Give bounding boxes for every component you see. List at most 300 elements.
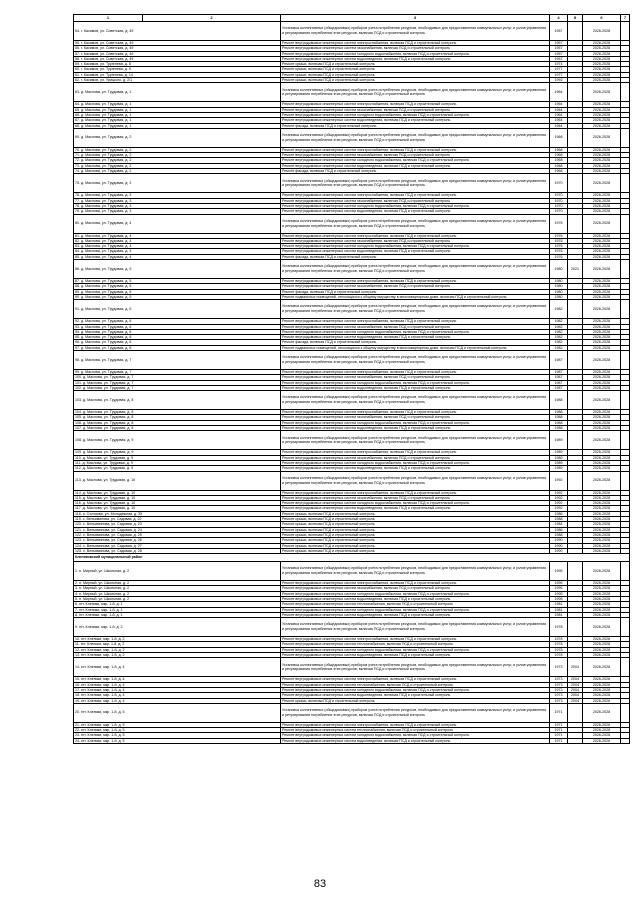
row-period: 2026-2028 [583,642,621,647]
row-year: 1995 [550,581,568,586]
row-work: Ремонт внутридомовых инженерных систем холодного водоснабжения, включая ПСД и строительный контроль [281,158,550,163]
row-year: 1987 [550,385,568,390]
row-work: Установка коллективных (общедомовых) приборов учета потребления ресурсов, необходимых для предоставления коммунальных услуг, и узлов управления и регулирования потребления этих ресурсов, включая ПСД и строительный контроль [281,300,550,319]
row-address: д. Маслова, ул. Трудовая, д. 1 [81,102,132,107]
row-number: 65. [75,107,80,112]
row-address: д. Маслова, ул. Трудовая, д. 2 [81,153,132,158]
row-number: 78. [75,203,80,208]
row-work: Ремонт крыши, включая ПСД и строительный контроль [281,511,550,516]
row-year: 1989 [550,455,568,460]
row-number: 12. [75,647,80,652]
row-address: п. Солтаови, ул. Молодежная, д. 39 [82,511,143,516]
row-year: 1970 [550,193,568,198]
row-work: Ремонт крыши, включая ПСД и строительный контроль [281,532,550,537]
table-body [74,15,630,744]
row-address: д. Маслова, ул. Трудовая, д. 4 [81,244,132,249]
row-work: Ремонт внутридомовых инженерных систем электроснабжения, включая ПСД и строительный контроль [281,279,550,284]
row-number: 101. [75,380,82,385]
row-year: 1992 [550,78,568,83]
row-work: Ремонт внутридомовых инженерных систем водоотведения, включая ПСД и строительный контроль [281,163,550,168]
row-address: д. Маслова, ул. Трудовая, д. 3 [81,180,132,185]
row-number: 18. [75,693,80,698]
row-period: 2026-2028 [583,538,621,543]
row-address: пгт. Клепики, мкр. 1-й, д. 2 [81,653,125,658]
row-year: 1977 [550,72,568,77]
row-address: пгт. Клепики, мкр. 1-й, д. 5 [81,710,125,715]
header-col-5: 5 [568,15,583,22]
row-address: д. Маслова, ул. Трудовая, д. 10 [82,495,136,500]
row-year: 1971 [550,733,568,738]
row-work: Ремонт внутридомовых инженерных систем холодного водоснабжения, включая ПСД и строительный контроль [281,203,550,208]
row-work: Ремонт внутридомовых инженерных систем теплоснабжения, включая ПСД и строительный контроль [281,728,550,733]
row-year-renovation [568,471,583,490]
row-work: Установка коллективных (общедомовых) приборов учета потребления ресурсов, необходимых для предоставления коммунальных услуг, и узлов управления и регулирования потребления этих ресурсов, включая ПСД и строительный контроль [281,22,550,41]
row-address: пгт. Клепики, мкр. 1-й, д. 1 [79,607,123,612]
row-address: пгт. Клепики, мкр. 1-й, д. 4 [81,687,125,692]
row-work: Ремонт внутридомовых инженерных систем электроснабжения, включая ПСД и строительный контроль [281,637,550,642]
row-number-address [74,22,281,41]
row-number: 11. [75,642,80,647]
row-number: 76. [75,193,80,198]
row-number: 99. [75,369,80,374]
row-period: 2026-2028 [583,543,621,548]
row-number: 125. [75,548,82,553]
table-row [74,431,630,450]
row-number: 81. [75,233,80,238]
row-year: 1976 [550,238,568,243]
row-year: 1995 [550,597,568,602]
row-address: д. Маслова, ул. Трудовая, д. 8 [83,420,134,425]
row-period: 2026-2028 [583,637,621,642]
row-address: д. Маслова, ул. Трудовая, д. 9 [82,460,133,465]
row-address: д. Маслова, ул. Трудовая, д. 9 [82,466,134,471]
row-extra [621,83,630,102]
row-number: 111. [75,460,82,465]
row-year: 1982 [550,329,568,334]
row-work: Ремонт внутридомовых инженерных систем холодного водоснабжения, включая ПСД и строительный контроль [281,460,550,465]
row-number: 103. [75,397,82,402]
row-year-renovation [568,83,583,102]
page-number: 83 [313,878,327,890]
row-number: 112. [75,466,82,471]
row-number-address [74,174,281,193]
row-period: 2026-2028 [583,254,621,259]
row-year: 1987 [550,375,568,380]
row-work: Ремонт внутридомовых инженерных систем газоснабжения, включая ПСД и строительный контроль [281,375,550,380]
row-address: д. Маслова, ул. Трудовая, д. 3 [81,203,132,208]
row-number-address [74,562,281,581]
row-number: 73. [75,163,80,168]
row-number: 115. [75,495,82,500]
row-year: 1957 [550,22,568,41]
row-year: 1987 [550,380,568,385]
row-year-renovation [568,22,583,41]
row-work: Ремонт фасада, включая ПСД и строительный контроль [281,289,550,294]
row-year: 1957 [550,46,568,51]
row-extra [621,350,630,369]
row-number-address [74,618,281,637]
row-number: 97. [75,345,80,350]
row-address: п. Мирный, ул. Школьная, д. 2 [79,586,130,591]
row-extra [621,703,630,722]
row-work: Ремонт внутридомовых инженерных систем электроснабжения, включая ПСД и строительный контроль [281,147,550,152]
row-work: Ремонт внутридомовых инженерных систем холодного водоснабжения, включая ПСД и строительный контроль [281,51,550,56]
row-number: 22. [75,728,80,733]
row-address: д. Маслова, ул. Трудовая, д. 5 [81,294,132,299]
program-table [73,14,630,744]
row-year: 1976 [550,214,568,233]
row-year: 1973 [550,682,568,687]
row-year: 1973 [550,658,568,677]
row-work: Ремонт крыши, включая ПСД и строительный контроль [281,67,550,72]
row-period: 2026-2028 [583,198,621,203]
row-address: пгт. Клепики, мкр. 1-й, д. 2 [81,637,125,642]
row-number: 79. [75,209,80,214]
row-period: 2026-2028 [583,260,621,279]
row-year: 1964 [550,112,568,117]
row-period: 2026-2028 [583,345,621,350]
row-number: 82. [75,238,80,243]
row-number: 13. [75,653,80,658]
row-period: 2026-2028 [583,527,621,532]
row-number: 102. [75,385,82,390]
row-work: Ремонт внутридомовых инженерных систем холодного водоснабжения, включая ПСД и строительный контроль [281,244,550,249]
row-period: 2026-2028 [583,249,621,254]
row-year: 1989 [550,466,568,471]
row-address: п. Мирный, ул. Школьная, д. 2 [79,568,130,573]
row-period: 2026-2028 [583,466,621,471]
row-number: 74. [75,169,80,174]
row-year: 1964 [550,118,568,123]
row-period: 2026-2028 [583,203,621,208]
row-number: 16. [75,682,80,687]
row-address: г. Касимов, ул. Советская, д. 49 [81,51,134,56]
row-year: 1964 [550,107,568,112]
row-work: Ремонт внутридомовых инженерных систем газоснабжения, включая ПСД и строительный контроль [281,284,550,289]
row-number: 69. [75,135,80,140]
row-period: 2026-2028 [583,350,621,369]
row-work: Ремонт крыши, включая ПСД и строительный контроль [281,698,550,703]
row-period: 2026-2028 [583,586,621,591]
header-col-4: 4 [550,15,568,22]
row-year: 1971 [550,703,568,722]
row-number: 107. [75,426,82,431]
row-period: 2026-2028 [583,562,621,581]
row-address: п. Мирный, ул. Школьная, д. 2 [79,581,130,586]
row-work: Ремонт внутридомовых инженерных систем водоотведения, включая ПСД и строительный контроль [281,118,550,123]
row-work: Ремонт внутридомовых инженерных систем холодного водоснабжения, включая ПСД и строительный контроль [281,329,550,334]
row-work: Ремонт крыши, включая ПСД и строительный контроль [281,548,550,553]
row-year: 1976 [550,254,568,259]
row-extra [621,618,630,637]
table-row [74,562,630,581]
row-address: д. Маслова, ул. Трудовая, д. 9 [83,450,134,455]
row-period: 2026-2028 [583,455,621,460]
row-number-address [74,83,281,102]
row-period: 2026-2028 [583,607,621,612]
row-address: д. Маслова, ул. Трудовая, д. 7 [81,357,132,362]
row-number: 2. [75,581,78,586]
row-year: 1988 [550,426,568,431]
row-address: д. Маслова, ул. Трудовая, д. 8 [83,397,134,402]
row-period: 2026-2028 [583,169,621,174]
row-period: 2026-2028 [583,698,621,703]
row-address: д. Маслова, ул. Трудовая, д. 6 [81,329,132,334]
row-year: 1992 [550,501,568,506]
row-work: Ремонт внутридомовых инженерных систем газоснабжения, включая ПСД и строительный контроль [281,46,550,51]
row-number: 5. [75,597,78,601]
row-year: 1990 [550,543,568,548]
row-year-renovation: 2004 [568,658,583,677]
row-period: 2026-2028 [583,62,621,67]
row-number: 10. [75,637,80,642]
row-number: 98. [75,357,80,362]
row-work: Установка коллективных (общедомовых) приборов учета потребления ресурсов, необходимых для предоставления коммунальных услуг, и узлов управления и регулирования потребления этих ресурсов, включая ПСД и строительный контроль [281,658,550,677]
row-number: 86. [75,266,80,271]
row-period: 2026-2028 [583,687,621,692]
row-work: Установка коллективных (общедомовых) приборов учета потребления ресурсов, необходимых для предоставления коммунальных услуг, и узлов управления и регулирования потребления этих ресурсов, включая ПСД и строительный контроль [281,174,550,193]
row-work: Ремонт фасада, включая ПСД и строительный контроль [281,123,550,128]
row-address: п. Мирный, ул. Школьная, д. 2 [79,591,130,596]
table-row [74,128,630,147]
row-period: 2026-2028 [583,410,621,415]
row-period: 2026-2028 [583,602,621,607]
row-address: г. Касимов, ул. Советская, д. 49 [81,41,134,45]
row-work: Ремонт подвальных помещений, относящихся к общему имуществу в многоквартирном доме, включая ПСД и строительный контроль [281,345,550,350]
row-number: 20. [75,710,80,715]
row-address: пгт. Клепики, мкр. 1-й, д. 1 [79,612,123,617]
row-work: Ремонт внутридомовых инженерных систем водоотведения, включая ПСД и строительный контроль [281,612,550,617]
table-row [74,260,630,279]
row-extra [621,174,630,193]
row-number: 8. [75,612,78,617]
row-address: пгт. Клепики, мкр. 1-й, д. 4 [81,664,125,669]
table-row [74,703,630,722]
row-number: 96. [75,340,80,345]
row-number: 108. [75,437,82,442]
row-address: г. Касимов, ул. Тургенева, д. 9 [81,67,131,72]
header-col-3: 3 [281,15,550,22]
row-period: 2026-2028 [583,420,621,425]
row-work: Ремонт внутридомовых инженерных систем холодного водоснабжения, включая ПСД и строительный контроль [281,112,550,117]
row-period: 2026-2028 [583,335,621,340]
row-work: Установка коллективных (общедомовых) приборов учета потребления ресурсов, необходимых для предоставления коммунальных услуг, и узлов управления и регулирования потребления этих ресурсов, включая ПСД и строительный контроль [281,431,550,450]
row-work: Ремонт внутридомовых инженерных систем электроснабжения, включая ПСД и строительный контроль [281,450,550,455]
row-work: Установка коллективных (общедомовых) приборов учета потребления ресурсов, необходимых для предоставления коммунальных услуг, и узлов управления и регулирования потребления этих ресурсов, включая ПСД и строительный контроль [281,471,550,490]
row-work: Ремонт внутридомовых инженерных систем водоотведения, включая ПСД и строительный контроль [281,738,550,743]
row-number: 57. [75,51,80,56]
row-year: 1970 [550,174,568,193]
row-period: 2026-2028 [583,703,621,722]
row-year-renovation [568,562,583,581]
row-period: 2026-2028 [583,51,621,56]
row-year: 1988 [550,532,568,537]
row-address: д. Маслова, ул. Трудовая, д. 2 [81,169,132,174]
row-number: 23. [75,733,80,738]
row-address: п. Мирный, ул. Школьная, д. 2 [79,597,130,601]
row-address: пгт. Клепики, мкр. 1-й, д. 4 [81,682,125,687]
row-number: 14. [75,664,80,669]
row-year: 1976 [550,244,568,249]
row-work: Ремонт внутридомовых инженерных систем газоснабжения, включая ПСД и строительный контроль [281,198,550,203]
row-year: 1970 [550,203,568,208]
header-col-7: 7 [621,15,630,22]
table-row [74,738,630,743]
row-extra [621,300,630,319]
row-work: Ремонт внутридомовых инженерных систем газоснабжения, включая ПСД и строительный контроль [281,324,550,329]
row-address: д. Маслова, ул. Трудовая, д. 9 [83,437,134,442]
row-period: 2026-2028 [583,722,621,727]
row-year: 1980 [550,294,568,299]
row-address: д. Маслова, ул. Трудовая, д. 2 [81,158,132,163]
row-work: Ремонт внутридомовых инженерных систем холодного водоснабжения, включая ПСД и строительный контроль [281,647,550,652]
row-address: д. Маслова, ул. Трудовая, д. 9 [82,455,134,460]
row-year: 1964 [550,83,568,102]
table-row [74,350,630,369]
row-address: г. Касимов, ул. Урицкого, д. 2/1 [81,78,133,83]
row-number-address [74,471,281,490]
row-work: Ремонт внутридомовых инженерных систем холодного водоснабжения, включая ПСД и строительный контроль [281,380,550,385]
row-year: 1990 [550,538,568,543]
row-number: 110. [75,455,82,460]
row-year: 1986 [550,511,568,516]
row-year: 1987 [550,350,568,369]
row-work: Ремонт крыши, включая ПСД и строительный контроль [281,517,550,522]
row-year: 1973 [550,693,568,698]
row-period: 2026-2028 [583,324,621,329]
row-period: 2026-2028 [583,214,621,233]
row-work: Ремонт внутридомовых инженерных систем водоотведения, включая ПСД и строительный контроль [281,597,550,602]
row-work: Ремонт внутридомовых инженерных систем газоснабжения, включая ПСД и строительный контроль [281,495,550,500]
row-number: 9. [75,624,78,629]
row-period: 2026-2028 [583,128,621,147]
row-number: 60. [75,67,80,72]
row-work: Ремонт внутридомовых инженерных систем холодного водоснабжения, включая ПСД и строительный контроль [281,687,550,692]
row-address: пгт. Клепики, мкр. 1-й, д. 2 [80,642,125,647]
row-year: 1978 [550,637,568,642]
row-number: 122. [75,532,82,537]
row-work: Ремонт внутридомовых инженерных систем электроснабжения, включая ПСД и строительный контроль [281,490,550,495]
row-year: 1978 [550,618,568,637]
row-year: 1971 [550,738,568,743]
row-address: д. Маслова, ул. Трудовая, д. 6 [81,324,132,329]
row-extra [621,214,630,233]
row-number: 92. [75,319,80,324]
row-period: 2026-2028 [583,426,621,431]
row-year: 1988 [550,517,568,522]
row-address: пгт. Клепики, мкр. 1-й, д. 4 [81,693,125,698]
row-year-renovation [568,618,583,637]
row-period: 2026-2028 [583,238,621,243]
table-row [74,300,630,319]
row-year: 1977 [550,67,568,72]
row-work: Ремонт крыши, включая ПСД и строительный контроль [281,527,550,532]
row-number: 56. [75,46,80,51]
row-address: д. Маслова, ул. Трудовая, д. 2 [81,163,132,168]
row-work: Ремонт внутридомовых инженерных систем газоснабжения, включая ПСД и строительный контроль [281,153,550,158]
row-year: 1980 [550,260,568,279]
row-period: 2026-2028 [583,174,621,193]
row-year-renovation [568,738,583,743]
row-year: 1970 [550,209,568,214]
row-period: 2026-2028 [583,279,621,284]
row-period: 2026-2028 [583,495,621,500]
row-work: Установка коллективных (общедомовых) приборов учета потребления ресурсов, необходимых для предоставления коммунальных услуг, и узлов управления и регулирования потребления этих ресурсов, включая ПСД и строительный контроль [281,618,550,637]
row-address: с. Вельяминова, ул. Садовая, д. 22 [82,517,142,522]
row-number: 94. [75,329,80,334]
row-address: д. Маслова, ул. Трудовая, д. 7 [83,385,134,390]
row-period: 2026-2028 [583,581,621,586]
row-extra [621,658,630,677]
row-extra [621,391,630,410]
row-period: 2026-2028 [583,450,621,455]
row-work: Ремонт внутридомовых инженерных систем газоснабжения, включая ПСД и строительный контроль [281,415,550,420]
row-work: Ремонт внутридомовых инженерных систем водоотведения, включая ПСД и строительный контроль [281,426,550,431]
row-year: 1982 [550,340,568,345]
row-address: д. Маслова, ул. Трудовая, д. 5 [81,279,132,284]
row-work: Ремонт внутридомовых инженерных систем водоотведения, включая ПСД и строительный контроль [281,249,550,254]
row-year: 1968 [550,169,568,174]
row-period: 2026-2028 [583,319,621,324]
row-number: 71. [75,153,80,158]
row-year: 1992 [550,506,568,511]
row-period: 2026-2028 [583,46,621,51]
row-period: 2026-2028 [583,522,621,527]
row-number: 118. [75,511,82,516]
row-period: 2026-2028 [583,385,621,390]
row-period: 2026-2028 [583,153,621,158]
row-period: 2026-2028 [583,653,621,658]
table-row [74,83,630,102]
row-address: д. Маслова, ул. Трудовая, д. 4 [81,238,132,243]
row-year: 1957 [550,41,568,46]
table-row [74,22,630,41]
row-number: 24. [75,738,80,743]
row-address: с. Вельяминова, ул. Садовая, д. 28 [83,548,142,553]
row-number: 105. [75,415,82,420]
row-year: 1978 [550,647,568,652]
row-year: 1968 [550,158,568,163]
row-period: 2026-2028 [583,56,621,61]
row-address: пгт. Клепики, мкр. 1-й, д. 5 [81,728,125,733]
row-extra [621,22,630,41]
row-number: 75. [75,180,80,185]
row-year: 1957 [550,51,568,56]
row-work: Ремонт внутридомовых инженерных систем водоотведения, включая ПСД и строительный контроль [281,56,550,61]
row-period: 2026-2028 [583,517,621,522]
row-work: Ремонт внутридомовых инженерных систем электроснабжения, включая ПСД и строительный контроль [281,581,550,586]
row-address: пгт. Клепики, мкр. 1-й, д. 1 [79,602,123,607]
row-year: 1989 [550,460,568,465]
row-number: 64. [75,102,80,107]
row-number: 15. [75,677,80,682]
row-year: 1982 [550,300,568,319]
row-address: д. Маслова, ул. Трудовая, д. 2 [81,147,132,152]
row-number-address [74,431,281,450]
row-year-renovation [568,300,583,319]
row-work: Ремонт внутридомовых инженерных систем электроснабжения, включая ПСД и строительный контроль [281,102,550,107]
row-period: 2026-2028 [583,289,621,294]
row-address: д. Маслова, ул. Трудовая, д. 1 [81,118,132,123]
row-work: Установка коллективных (общедомовых) приборов учета потребления ресурсов, необходимых для предоставления коммунальных услуг, и узлов управления и регулирования потребления этих ресурсов, включая ПСД и строительный контроль [281,391,550,410]
row-period: 2026-2028 [583,693,621,698]
row-period: 2026-2028 [583,118,621,123]
row-address: д. Маслова, ул. Трудовая, д. 7 [83,375,134,380]
row-number: 91. [75,306,80,311]
row-year: 1992 [550,471,568,490]
row-year: 1978 [550,642,568,647]
row-number-address [74,260,281,279]
